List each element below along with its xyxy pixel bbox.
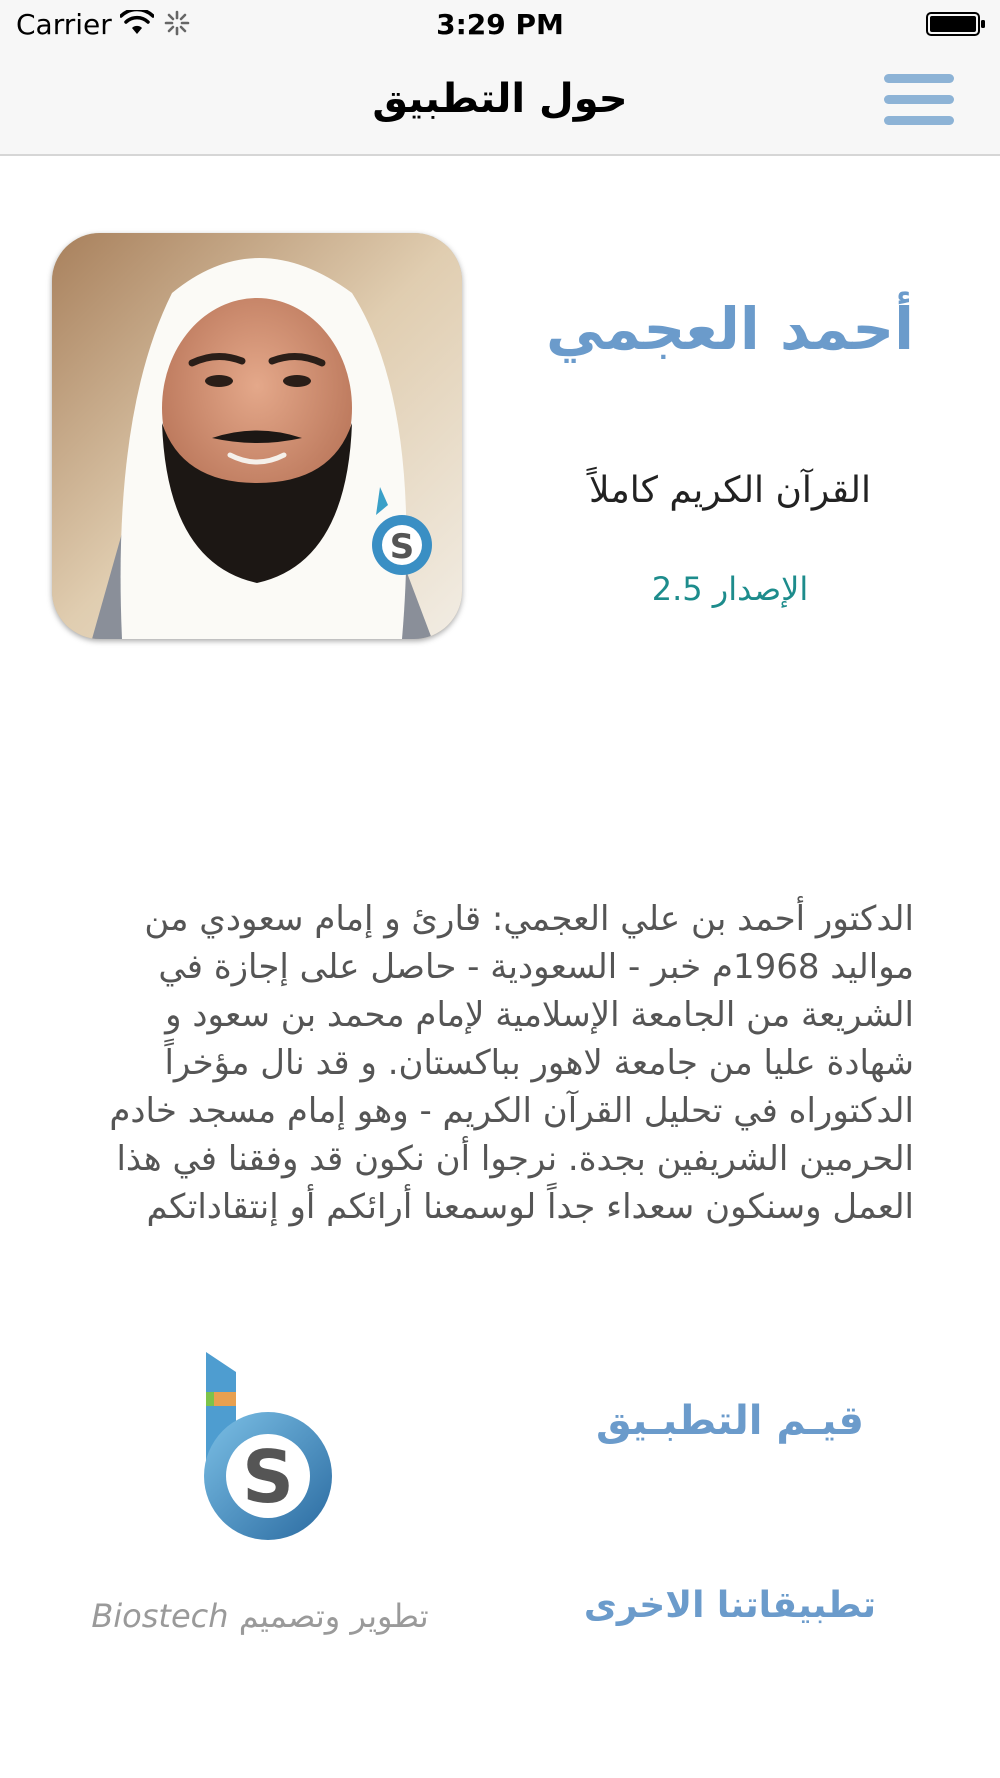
svg-text:S: S (242, 1435, 294, 1519)
other-apps-button[interactable]: تطبيقاتنا الاخرى (583, 1585, 877, 1626)
credit-text: تطوير وتصميم (238, 1597, 429, 1635)
developer-credit (60, 1597, 460, 1635)
battery-icon (926, 12, 986, 36)
app-subtitle: القرآن الكريم كاملاً (589, 470, 871, 511)
version-label: الإصدار (712, 570, 809, 608)
version-info (500, 570, 960, 608)
brand-name: Biostech (91, 1597, 229, 1635)
reciter-portrait-image (52, 233, 462, 639)
biostech-logo-icon (196, 1352, 346, 1552)
reciter-bio: الدكتور أحمد بن علي العجمي: قارئ و إمام سعودي من مواليد 1968م خبر - السعودية - حاصل على إجازة في الشريعة من الجامعة الإسلامية لإمام محمد بن سعود و شهادة عليا من جامعة لاهور بباكستان. و قد نال مؤخراً الدكتوراه في تحليل القرآن الكريم - وهو إمام مسجد خادم الحرمين الشريفين بجدة. نرجوا أن نكون قد وفقنا في هذا العمل وسنكون سعداء جداً لوسمعنا أرائكم أو إنتقاداتكم (109, 899, 914, 1227)
reciter-photo (52, 233, 462, 639)
rate-app-button[interactable]: قيـم التطبـيق (596, 1398, 864, 1444)
status-bar (0, 0, 1000, 50)
svg-text:S: S (389, 527, 415, 567)
hamburger-menu-icon[interactable] (884, 74, 954, 126)
page-title: حول التطبيق (372, 76, 628, 122)
status-time: 3:29 PM (436, 8, 564, 41)
carrier-label: Carrier (16, 8, 112, 41)
version-number: 2.5 (651, 570, 703, 608)
reciter-name: أحمد العجمي (545, 295, 915, 363)
navigation-bar (0, 50, 1000, 156)
